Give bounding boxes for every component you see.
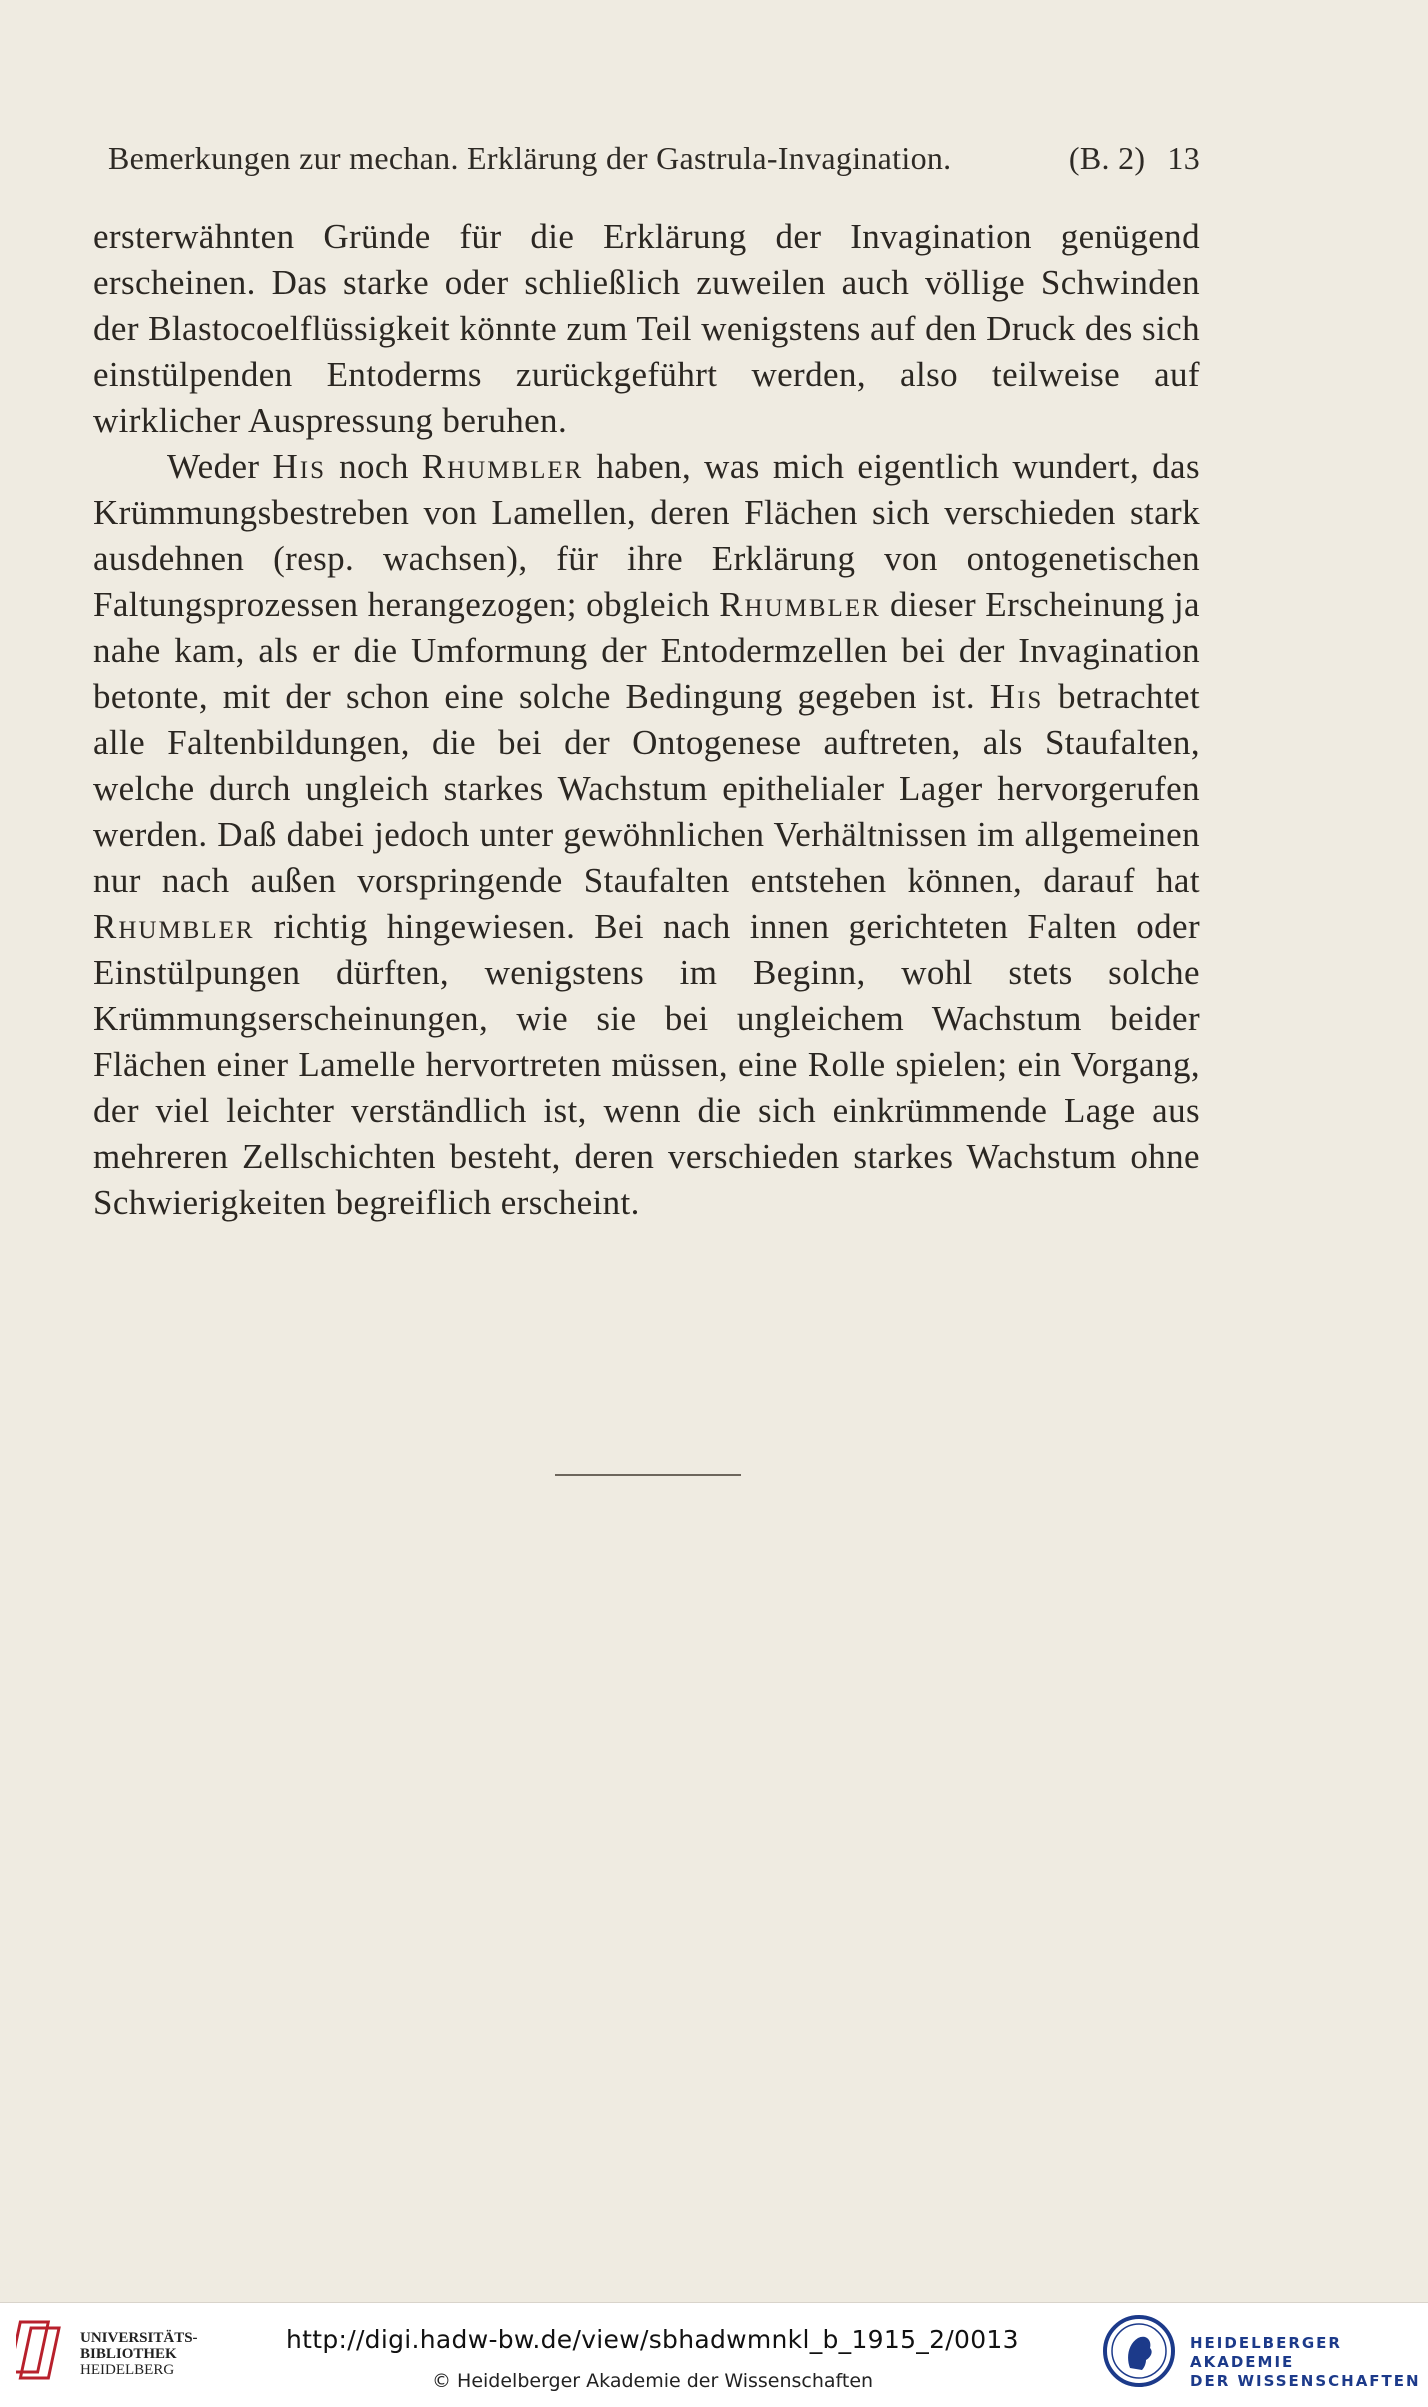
academy-name: HEIDELBERGER AKADEMIE DER WISSENSCHAFTEN	[1190, 2334, 1421, 2390]
author-name-his: His	[989, 677, 1044, 716]
author-name-rhumbler: Rhumbler	[421, 447, 584, 486]
body-text	[93, 214, 1200, 1226]
author-name-rhumbler: Rhumbler	[719, 585, 881, 624]
section-marker: (B. 2)	[1068, 140, 1146, 176]
library-name-line2: BIBLIOTHEK	[80, 2346, 177, 2362]
paragraph-1: ersterwähnten Gründe für die Erklärung der Invagination genügend erscheinen. Das starke oder schließlich zuweilen auch völlige Schwinden der Blastocoelflüssigkeit könnte zum Teil wenigstens auf den Druck des sich einstülpenden Entoderms zurückgeführt werden, also teilweise auf wirklicher Auspressung beruhen.	[93, 217, 1200, 440]
academy-seal-icon[interactable]	[1102, 2314, 1176, 2388]
page-number: 13	[1167, 140, 1200, 176]
author-name-rhumbler: Rhumbler	[93, 907, 255, 946]
library-name-line1: UNIVERSITÄTS-	[80, 2330, 198, 2346]
university-library-logo[interactable]	[16, 2312, 198, 2392]
running-header	[108, 140, 1200, 177]
paragraph-2: Weder His noch Rhumbler haben, was mich eigentlich wundert, das Krümmungsbestreben von Lamellen, deren Flächen sich verschieden stark ausdehnen (resp. wachsen), für ihre Erklärung von ontogenetischen Faltungsprozessen herangezogen; obgleich Rhumbler dieser Erscheinung ja nahe kam, als er die Umformung der Entodermzellen bei der Invagination betonte, mit der schon eine solche Bedingung gegeben ist. His betrachtet alle Faltenbildungen, die bei der Ontogenese auftreten, als Staufalten, welche durch ungleich starkes Wachstum epithelialer Lager hervorgerufen werden. Daß dabei jedoch unter gewöhnlichen Verhältnissen im allgemeinen nur nach außen vorspringende Staufalten entstehen können, darauf hat Rhumbler richtig hingewiesen. Bei nach innen gerichteten Falten oder Einstülpungen dürften, wenigstens im Beginn, wohl stets solche Krümmungserscheinungen, wie sie bei ungleichem Wachstum beider Flächen einer Lamelle hervortreten müssen, eine Rolle spielen; ein Vorgang, der viel leichter verständlich ist, wenn die sich einkrümmende Lage aus mehreren Zellschichten besteht, deren verschieden starkes Wachstum ohne Schwierigkeiten begreiflich erscheint.	[93, 447, 1201, 1222]
running-title: Bemerkungen zur mechan. Erklärung der Gastrula-Invagination.	[108, 140, 952, 176]
author-name-his: His	[272, 447, 327, 486]
end-rule	[555, 1474, 741, 1476]
copyright-notice: © Heidelberger Akademie der Wissenschaften	[432, 2370, 874, 2392]
library-name-line3: HEIDELBERG	[80, 2362, 175, 2378]
library-logo-icon	[16, 2314, 74, 2384]
permalink-url[interactable]: http://digi.hadw-bw.de/view/sbhadwmnkl_b_1915_2/0013	[286, 2325, 1019, 2354]
